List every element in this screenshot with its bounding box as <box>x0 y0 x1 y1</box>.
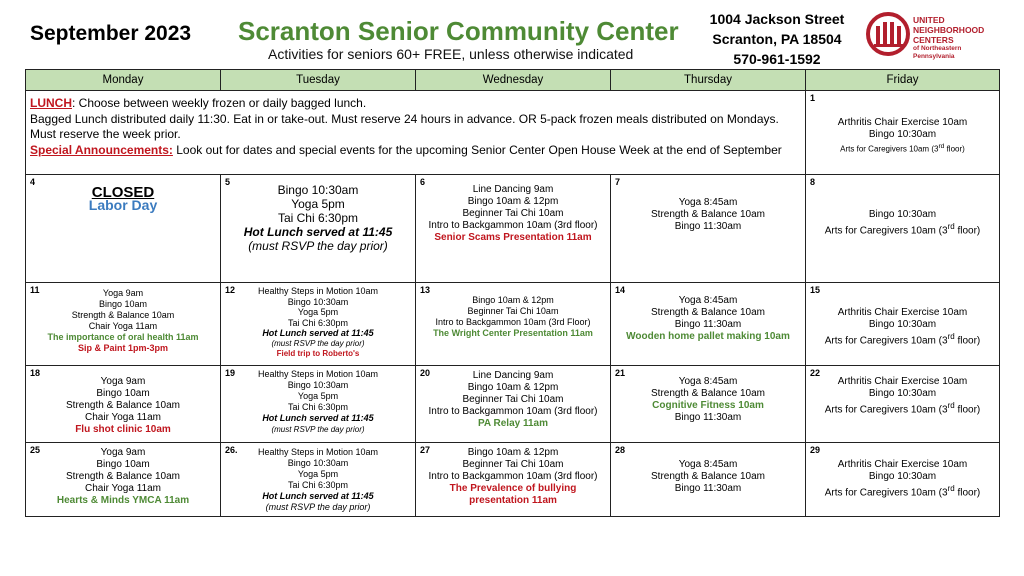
unc-logo-icon <box>866 12 910 56</box>
subtitle: Activities for seniors 60+ FREE, unless otherwise indicated <box>268 46 634 62</box>
address-street: 1004 Jackson Street <box>709 11 845 27</box>
day-cell-14: 14 Yoga 8:45am Strength & Balance 10am Bingo 11:30am Wooden home pallet making 10am <box>610 282 806 366</box>
lunch-detail: Bagged Lunch distributed daily 11:30. Eat in or take-out. Must reserve 24 hours in advance. OR 5-pack frozen meals distributed on Mondays. Must reserve the week prior. <box>30 111 779 141</box>
day-cell-6: 6 Line Dancing 9am Bingo 10am & 12pm Beginner Tai Chi 10am Intro to Backgammon 10am (3rd floor) Senior Scams Presentation 11am <box>415 174 611 283</box>
closed-label: CLOSED <box>91 184 155 201</box>
notes-cell <box>25 90 806 175</box>
day-cell-1: 1 Arthritis Chair Exercise 10am Bingo 10:30am Arts for Caregivers 10am (3rd floor) <box>805 90 1000 175</box>
day-cell-20: 20 Line Dancing 9am Bingo 10am & 12pm Beginner Tai Chi 10am Intro to Backgammon 10am (3rd floor) PA Relay 11am <box>415 365 611 443</box>
day-cell-12: 12 Healthy Steps in Motion 10am Bingo 10:30am Yoga 5pm Tai Chi 6:30pm Hot Lunch served at 11:45 (must RSVP the day prior) Field trip to Roberto's <box>220 282 416 366</box>
day-cell-13: 13 Bingo 10am & 12pm Beginner Tai Chi 10am Intro to Backgammon 10am (3rd Floor) The Wright Center Presentation 11am <box>415 282 611 366</box>
day-header-wednesday: Wednesday <box>415 69 611 91</box>
day-cell-22: 22 Arthritis Chair Exercise 10am Bingo 10:30am Arts for Caregivers 10am (3rd floor) <box>805 365 1000 443</box>
unc-logo <box>866 12 996 66</box>
day-header-monday: Monday <box>25 69 221 91</box>
day-cell-18: 18 Yoga 9am Bingo 10am Strength & Balance 10am Chair Yoga 11am Flu shot clinic 10am <box>25 365 221 443</box>
day-cell-5: 5 Bingo 10:30am Yoga 5pm Tai Chi 6:30pm Hot Lunch served at 11:45 (must RSVP the day prior) <box>220 174 416 283</box>
lunch-label: LUNCH <box>30 96 72 110</box>
day-cell-28: 28 Yoga 8:45am Strength & Balance 10am Bingo 11:30am <box>610 442 806 517</box>
holiday-label: Labor Day <box>88 197 158 213</box>
special-text: Look out for dates and special events for the upcoming Senior Center Open House Week at the end of September <box>172 142 782 157</box>
day-cell-8: 8 Bingo 10:30am Arts for Caregivers 10am (3rd floor) <box>805 174 1000 283</box>
center-title: Scranton Senior Community Center <box>238 16 679 46</box>
day-cell-27: 27 Bingo 10am & 12pm Beginner Tai Chi 10am Intro to Backgammon 10am (3rd floor) The Prevalence of bullying presentation 11am <box>415 442 611 517</box>
address-block <box>702 9 852 69</box>
day-cell-21: 21 Yoga 8:45am Strength & Balance 10am Cognitive Fitness 10am Bingo 11:30am <box>610 365 806 443</box>
day-header-thursday: Thursday <box>610 69 806 91</box>
logo-text: UNITED NEIGHBORHOOD CENTERS of Northeastern Pennsylvania <box>913 15 985 60</box>
calendar-grid <box>25 69 1000 545</box>
day-cell-25: 25 Yoga 9am Bingo 10am Strength & Balance 10am Chair Yoga 11am Hearts & Minds YMCA 11am <box>25 442 221 517</box>
month-title: September 2023 <box>30 22 192 45</box>
day-cell-29: 29 Arthritis Chair Exercise 10am Bingo 10:30am Arts for Caregivers 10am (3rd floor) <box>805 442 1000 517</box>
address-phone: 570-961-1592 <box>733 51 821 67</box>
day-cell-11: 11 Yoga 9am Bingo 10am Strength & Balance 10am Chair Yoga 11am The importance of oral health 11am Sip & Paint 1pm-3pm <box>25 282 221 366</box>
day-cell-19: 19 Healthy Steps in Motion 10am Bingo 10:30am Yoga 5pm Tai Chi 6:30pm Hot Lunch served at 11:45 (must RSVP the day prior) <box>220 365 416 443</box>
special-label: Special Announcements: <box>30 142 173 157</box>
day-cell-7: 7 Yoga 8:45am Strength & Balance 10am Bingo 11:30am <box>610 174 806 283</box>
address-city: Scranton, PA 18504 <box>712 31 842 47</box>
day-header-tuesday: Tuesday <box>220 69 416 91</box>
day-header-friday: Friday <box>805 69 1000 91</box>
day-cell-15: 15 Arthritis Chair Exercise 10am Bingo 10:30am Arts for Caregivers 10am (3rd floor) <box>805 282 1000 366</box>
lunch-text: : Choose between weekly frozen or daily bagged lunch. <box>72 96 367 110</box>
day-cell-4: 4 CLOSED Labor Day <box>25 174 221 283</box>
day-cell-26: 26. Healthy Steps in Motion 10am Bingo 10:30am Yoga 5pm Tai Chi 6:30pm Hot Lunch served at 11:45 (must RSVP the day prior) <box>220 442 416 517</box>
